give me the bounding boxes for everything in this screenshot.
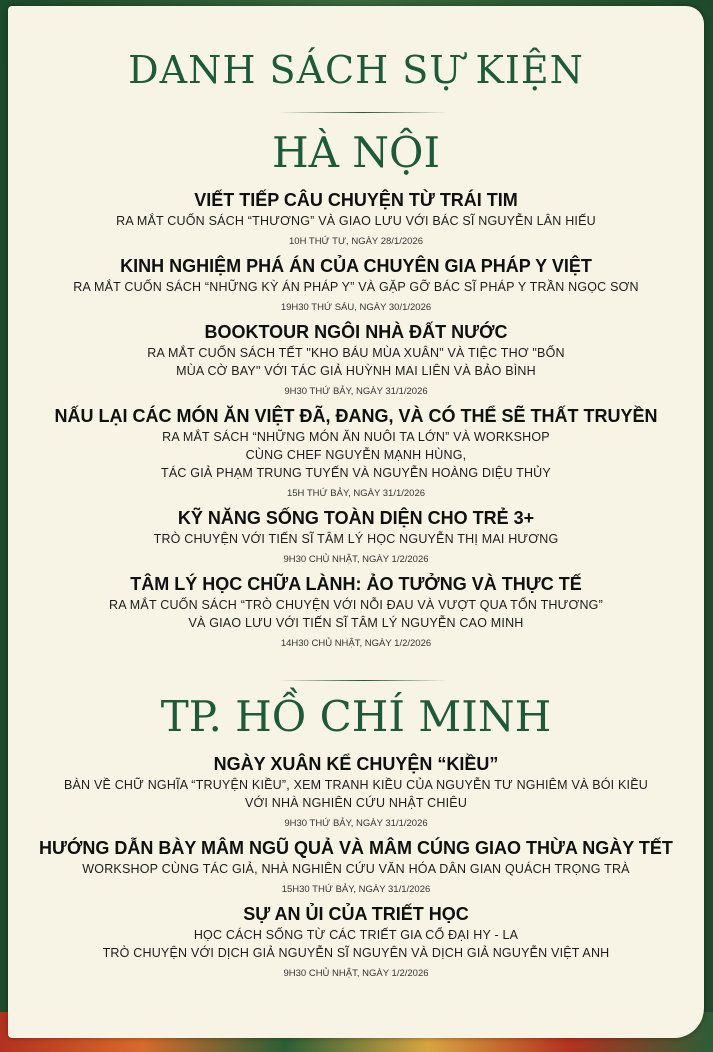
event-description: TRÒ CHUYỆN VỚI DỊCH GIẢ NGUYỄN SĨ NGUYÊN VÀ DỊCH GIẢ NGUYỄN VIỆT ANH xyxy=(102,946,610,960)
event-description: VÀ GIAO LƯU VỚI TIẾN SĨ TÂM LÝ NGUYỄN CAO MINH xyxy=(188,616,524,630)
event-item xyxy=(8,320,704,399)
event-description: MÙA CỜ BAY" VỚI TÁC GIẢ HUỲNH MAI LIÊN VÀ BẢO BÌNH xyxy=(176,364,536,378)
event-time: 15H THỨ BẢY, NGÀY 31/1/2026 xyxy=(286,488,426,499)
event-time: 19H30 THỨ SÁU, NGÀY 30/1/2026 xyxy=(280,302,432,313)
event-description: RA MẮT CUỐN SÁCH “THƯƠNG” VÀ GIAO LƯU VỚI BÁC SĨ NGUYỄN LÂN HIẾU xyxy=(116,214,596,228)
event-title: TÂM LÝ HỌC CHỮA LÀNH: ẢO TƯỞNG VÀ THỰC TẾ xyxy=(130,574,582,594)
event-item xyxy=(8,404,704,501)
event-item xyxy=(8,254,704,315)
divider xyxy=(278,112,448,113)
event-title: SỰ AN ỦI CỦA TRIẾT HỌC xyxy=(243,904,469,924)
event-title: BOOKTOUR NGÔI NHÀ ĐẤT NƯỚC xyxy=(204,322,508,342)
event-title: NGÀY XUÂN KỂ CHUYỆN “KIỀU” xyxy=(213,754,499,774)
event-title: VIẾT TIẾP CÂU CHUYỆN TỪ TRÁI TIM xyxy=(194,190,518,210)
event-time: 10H THỨ TƯ, NGÀY 28/1/2026 xyxy=(289,236,423,247)
event-title: KINH NGHIỆM PHÁ ÁN CỦA CHUYÊN GIA PHÁP Y VIỆT xyxy=(120,256,592,276)
event-time: 9H30 THỨ BẢY, NGÀY 31/1/2026 xyxy=(284,386,428,397)
event-title: HƯỚNG DẪN BÀY MÂM NGŨ QUẢ VÀ MÂM CÚNG GIAO THỪA NGÀY TẾT xyxy=(39,838,673,858)
event-item xyxy=(8,188,704,249)
event-item xyxy=(8,506,704,567)
event-description: RA MẮT CUỐN SÁCH “NHỮNG KỲ ÁN PHÁP Y” VÀ GẶP GỠ BÁC SĨ PHÁP Y TRẦN NGỌC SƠN xyxy=(73,280,639,294)
event-list-hcm xyxy=(8,752,704,986)
event-item xyxy=(8,752,704,831)
event-title: KỸ NĂNG SỐNG TOÀN DIỆN CHO TRẺ 3+ xyxy=(177,508,535,528)
city-heading-hcm: TP. HỒ CHÍ MINH xyxy=(160,692,552,741)
event-title: NẤU LẠI CÁC MÓN ĂN VIỆT ĐÃ, ĐANG, VÀ CÓ THỂ SẼ THẤT TRUYỀN xyxy=(54,406,658,426)
poster-card xyxy=(8,6,704,1038)
event-time: 9H30 CHỦ NHẬT, NGÀY 1/2/2026 xyxy=(283,968,429,979)
divider xyxy=(278,680,448,681)
event-description: WORKSHOP CÙNG TÁC GIẢ, NHÀ NGHIÊN CỨU VĂN HÓA DÂN GIAN QUÁCH TRỌNG TRÀ xyxy=(82,862,630,876)
event-description: RA MẮT SÁCH “NHỮNG MÓN ĂN NUÔI TA LỚN” VÀ WORKSHOP xyxy=(162,430,550,444)
event-list-hanoi xyxy=(8,188,704,656)
event-description: TRÒ CHUYỆN VỚI TIẾN SĨ TÂM LÝ HỌC NGUYỄN THỊ MAI HƯƠNG xyxy=(153,532,559,546)
event-description: TÁC GIẢ PHẠM TRUNG TUYẾN VÀ NGUYỄN HOÀNG DIỆU THỦY xyxy=(161,466,551,480)
event-description: HỌC CÁCH SỐNG TỪ CÁC TRIẾT GIA CỔ ĐẠI HY - LA xyxy=(193,928,519,942)
event-item xyxy=(8,572,704,651)
event-item xyxy=(8,836,704,897)
page-title: DANH SÁCH SỰ KIỆN xyxy=(128,48,584,92)
event-description: RA MẮT CUỐN SÁCH “TRÒ CHUYỆN VỚI NỖI ĐAU VÀ VƯỢT QUA TỔN THƯƠNG” xyxy=(109,598,603,612)
event-description: VỚI NHÀ NGHIÊN CỨU NHẬT CHIÊU xyxy=(244,796,468,810)
event-description: BÀN VỀ CHỮ NGHĨA “TRUYỆN KIỀU”, XEM TRANH KIỀU CỦA NGUYỄN TƯ NGHIÊM VÀ BÓI KIỀU xyxy=(63,778,648,792)
event-description: CÙNG CHEF NGUYỄN MẠNH HÙNG, xyxy=(245,448,467,462)
city-heading-hanoi: HÀ NỘI xyxy=(271,128,441,177)
event-time: 9H30 CHỦ NHẬT, NGÀY 1/2/2026 xyxy=(283,554,429,565)
event-time: 14H30 CHỦ NHẬT, NGÀY 1/2/2026 xyxy=(280,638,432,649)
event-description: RA MẮT CUỐN SÁCH TẾT "KHO BÁU MÙA XUÂN" VÀ TIỆC THƠ "BỐN xyxy=(147,346,565,360)
event-time: 15H30 THỨ BẢY, NGÀY 31/1/2026 xyxy=(281,884,431,895)
event-item xyxy=(8,902,704,981)
event-time: 9H30 THỨ BẢY, NGÀY 31/1/2026 xyxy=(284,818,428,829)
